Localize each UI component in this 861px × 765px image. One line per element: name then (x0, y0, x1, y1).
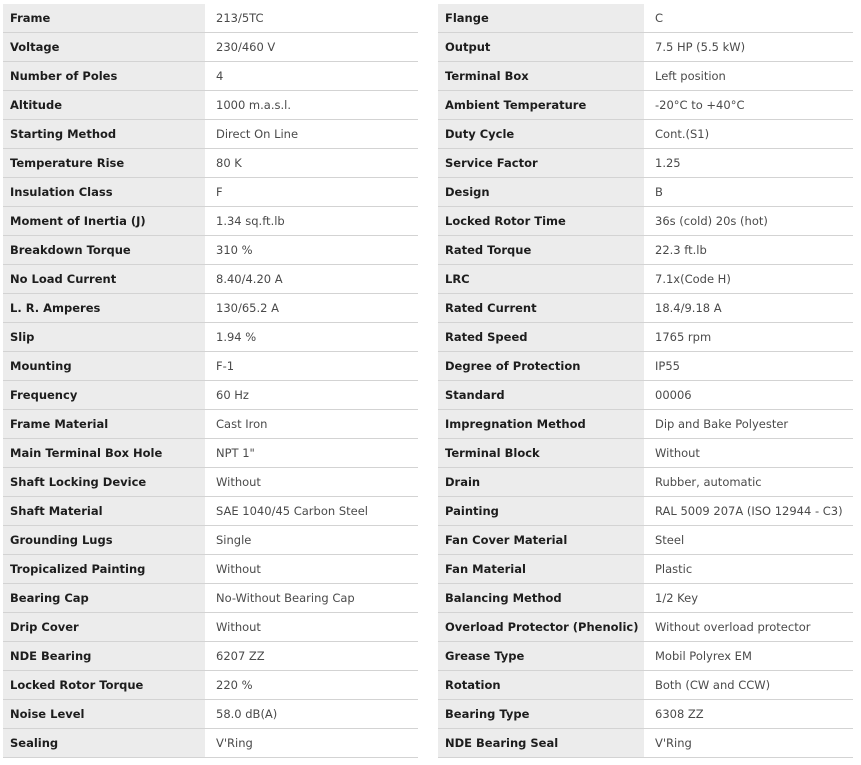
spec-value: IP55 (644, 352, 853, 380)
spec-label: No Load Current (3, 265, 205, 293)
spec-row (3, 584, 418, 613)
spec-row (438, 265, 853, 294)
spec-label: Overload Protector (Phenolic) (438, 613, 644, 641)
spec-value: C (644, 4, 853, 32)
spec-value: 1.94 % (205, 323, 418, 351)
spec-value: SAE 1040/45 Carbon Steel (205, 497, 418, 525)
spec-value: Cont.(S1) (644, 120, 853, 148)
spec-label: Output (438, 33, 644, 61)
spec-label: Frequency (3, 381, 205, 409)
spec-label: Temperature Rise (3, 149, 205, 177)
spec-value: 80 K (205, 149, 418, 177)
specs-right-table (438, 4, 853, 758)
spec-label: NDE Bearing (3, 642, 205, 670)
spec-value: Dip and Bake Polyester (644, 410, 853, 438)
spec-value: -20°C to +40°C (644, 91, 853, 119)
spec-value: 6207 ZZ (205, 642, 418, 670)
spec-row (438, 671, 853, 700)
spec-label: Frame Material (3, 410, 205, 438)
spec-label: Shaft Locking Device (3, 468, 205, 496)
spec-row (438, 613, 853, 642)
spec-value: V'Ring (644, 729, 853, 757)
spec-row (438, 294, 853, 323)
spec-value: 8.40/4.20 A (205, 265, 418, 293)
spec-label: Fan Material (438, 555, 644, 583)
specs-right-column (438, 4, 853, 758)
spec-value: 18.4/9.18 A (644, 294, 853, 322)
spec-row (3, 729, 418, 758)
spec-row (3, 120, 418, 149)
spec-value: 7.1x(Code H) (644, 265, 853, 293)
spec-value: Direct On Line (205, 120, 418, 148)
spec-label: Frame (3, 4, 205, 32)
specifications-table (3, 4, 853, 758)
spec-row (438, 468, 853, 497)
spec-row (438, 149, 853, 178)
spec-label: Impregnation Method (438, 410, 644, 438)
spec-label: Shaft Material (3, 497, 205, 525)
spec-value: F-1 (205, 352, 418, 380)
spec-label: Main Terminal Box Hole (3, 439, 205, 467)
spec-value: 6308 ZZ (644, 700, 853, 728)
spec-label: Starting Method (3, 120, 205, 148)
spec-row (3, 236, 418, 265)
spec-row (3, 613, 418, 642)
spec-row (3, 555, 418, 584)
spec-row (3, 207, 418, 236)
spec-value: Left position (644, 62, 853, 90)
spec-value: 36s (cold) 20s (hot) (644, 207, 853, 235)
spec-value: V'Ring (205, 729, 418, 757)
spec-value: Single (205, 526, 418, 554)
spec-value: Without overload protector (644, 613, 853, 641)
spec-value: Cast Iron (205, 410, 418, 438)
spec-label: Locked Rotor Torque (3, 671, 205, 699)
spec-row (3, 468, 418, 497)
spec-row (438, 207, 853, 236)
spec-row (438, 4, 853, 33)
spec-row (438, 497, 853, 526)
spec-label: Painting (438, 497, 644, 525)
spec-row (438, 323, 853, 352)
spec-label: Flange (438, 4, 644, 32)
spec-row (438, 178, 853, 207)
spec-row (438, 236, 853, 265)
spec-value: 1/2 Key (644, 584, 853, 612)
spec-value: 1.25 (644, 149, 853, 177)
spec-value: Rubber, automatic (644, 468, 853, 496)
spec-value: RAL 5009 207A (ISO 12944 - C3) (644, 497, 853, 525)
spec-row (3, 4, 418, 33)
spec-value: 1000 m.a.s.l. (205, 91, 418, 119)
spec-label: Moment of Inertia (J) (3, 207, 205, 235)
spec-row (3, 178, 418, 207)
spec-row (3, 497, 418, 526)
spec-value: B (644, 178, 853, 206)
spec-label: Terminal Block (438, 439, 644, 467)
spec-label: Sealing (3, 729, 205, 757)
spec-row (438, 62, 853, 91)
spec-label: Rotation (438, 671, 644, 699)
spec-label: Tropicalized Painting (3, 555, 205, 583)
spec-row (438, 33, 853, 62)
spec-label: Drain (438, 468, 644, 496)
spec-label: NDE Bearing Seal (438, 729, 644, 757)
spec-row (438, 700, 853, 729)
spec-value: 60 Hz (205, 381, 418, 409)
spec-value: 7.5 HP (5.5 kW) (644, 33, 853, 61)
spec-value: 220 % (205, 671, 418, 699)
spec-label: Drip Cover (3, 613, 205, 641)
spec-label: L. R. Amperes (3, 294, 205, 322)
spec-value: 00006 (644, 381, 853, 409)
spec-row (3, 526, 418, 555)
spec-row (438, 352, 853, 381)
spec-row (438, 729, 853, 758)
spec-value: 230/460 V (205, 33, 418, 61)
spec-row (3, 265, 418, 294)
spec-label: Noise Level (3, 700, 205, 728)
spec-row (3, 149, 418, 178)
spec-value: No-Without Bearing Cap (205, 584, 418, 612)
spec-row (3, 381, 418, 410)
spec-label: Slip (3, 323, 205, 351)
spec-label: Locked Rotor Time (438, 207, 644, 235)
spec-value: 130/65.2 A (205, 294, 418, 322)
spec-value: 1.34 sq.ft.lb (205, 207, 418, 235)
spec-label: Service Factor (438, 149, 644, 177)
spec-label: Voltage (3, 33, 205, 61)
spec-label: Rated Torque (438, 236, 644, 264)
spec-value: 58.0 dB(A) (205, 700, 418, 728)
spec-row (3, 352, 418, 381)
spec-value: Plastic (644, 555, 853, 583)
spec-row (3, 700, 418, 729)
spec-value: Without (205, 468, 418, 496)
spec-row (3, 33, 418, 62)
spec-label: Number of Poles (3, 62, 205, 90)
spec-row (3, 642, 418, 671)
spec-row (438, 555, 853, 584)
spec-row (438, 91, 853, 120)
spec-value: 22.3 ft.lb (644, 236, 853, 264)
spec-row (438, 526, 853, 555)
spec-row (3, 294, 418, 323)
spec-row (3, 410, 418, 439)
spec-label: Fan Cover Material (438, 526, 644, 554)
spec-row (438, 410, 853, 439)
spec-row (3, 671, 418, 700)
spec-row (3, 91, 418, 120)
spec-label: Altitude (3, 91, 205, 119)
spec-label: Rated Speed (438, 323, 644, 351)
spec-label: Grease Type (438, 642, 644, 670)
spec-label: Grounding Lugs (3, 526, 205, 554)
specs-left-table (3, 4, 418, 758)
spec-label: Degree of Protection (438, 352, 644, 380)
spec-value: NPT 1" (205, 439, 418, 467)
spec-row (438, 439, 853, 468)
spec-label: Bearing Type (438, 700, 644, 728)
spec-label: Terminal Box (438, 62, 644, 90)
spec-label: Balancing Method (438, 584, 644, 612)
specs-left-column (3, 4, 418, 758)
spec-value: Both (CW and CCW) (644, 671, 853, 699)
spec-row (3, 323, 418, 352)
spec-value: 310 % (205, 236, 418, 264)
spec-value: 4 (205, 62, 418, 90)
spec-label: Rated Current (438, 294, 644, 322)
spec-label: Standard (438, 381, 644, 409)
spec-row (438, 120, 853, 149)
spec-label: Mounting (3, 352, 205, 380)
spec-row (438, 381, 853, 410)
spec-row (3, 62, 418, 91)
spec-row (438, 642, 853, 671)
spec-label: Bearing Cap (3, 584, 205, 612)
spec-value: Without (644, 439, 853, 467)
spec-label: LRC (438, 265, 644, 293)
spec-value: 213/5TC (205, 4, 418, 32)
spec-value: Mobil Polyrex EM (644, 642, 853, 670)
spec-value: F (205, 178, 418, 206)
spec-value: Steel (644, 526, 853, 554)
spec-label: Ambient Temperature (438, 91, 644, 119)
spec-value: Without (205, 613, 418, 641)
spec-label: Design (438, 178, 644, 206)
spec-label: Insulation Class (3, 178, 205, 206)
spec-row (438, 584, 853, 613)
spec-value: 1765 rpm (644, 323, 853, 351)
spec-value: Without (205, 555, 418, 583)
spec-label: Breakdown Torque (3, 236, 205, 264)
spec-label: Duty Cycle (438, 120, 644, 148)
spec-row (3, 439, 418, 468)
